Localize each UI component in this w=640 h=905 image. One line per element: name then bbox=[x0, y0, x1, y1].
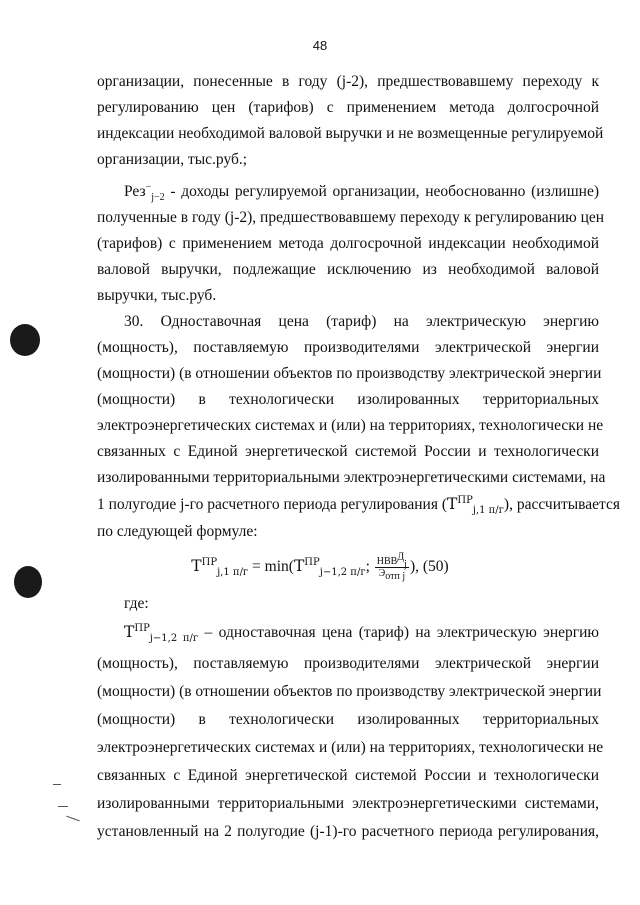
text-line: (мощность), поставляемую производителями электрической энергии bbox=[97, 655, 599, 672]
formula-arg: $T^{ПР}_{j-1,2 п/г}$ bbox=[293, 556, 366, 579]
text-line: выручки, тыс.руб. bbox=[97, 287, 217, 304]
text-line: (тарифов) с применением метода долгосрочной индексации необходимой bbox=[97, 235, 599, 252]
formula-fraction bbox=[375, 551, 409, 582]
text-line: (мощности) (в отношении объектов по производству электрической энергии bbox=[97, 365, 602, 382]
fraction-denominator: $Э_{отп j}$ bbox=[378, 567, 406, 582]
text-line: по следующей формуле: bbox=[97, 523, 258, 540]
text-line: (мощность), поставляемую производителями электрической энергии bbox=[97, 339, 599, 356]
text-line: изолированными территориальными электроэнергетическими системами, на bbox=[97, 469, 606, 486]
symbol-rez: Рез−$_{j-2}$ bbox=[124, 181, 165, 204]
text-line-with-symbol: Рез−$_{j-2}$ - доходы регулируемой организации, необоснованно (излишне) bbox=[124, 181, 599, 204]
text-line: организации, понесенные в году (j-2), предшествовавшему переходу к bbox=[97, 73, 599, 90]
text-line-with-symbol: 1 полугодие j-го расчетного периода регулирования $(T^{ПР}_{j,1 п/г})$, рассчитывается bbox=[97, 494, 621, 517]
text-line: (мощности) в технологически изолированных территориальных bbox=[97, 711, 599, 728]
punch-hole bbox=[14, 566, 42, 598]
scan-artifact bbox=[66, 816, 79, 822]
text-line: где: bbox=[124, 595, 149, 612]
text-line: (мощности) (в отношении объектов по производству электрической энергии bbox=[97, 683, 602, 700]
punch-hole bbox=[10, 324, 40, 356]
page-number: 48 bbox=[312, 38, 328, 53]
text-line: валовой выручки, подлежащие исключению из необходимой валовой bbox=[97, 261, 599, 278]
text-line: индексации необходимой валовой выручки и не возмещенные регулируемой bbox=[97, 125, 604, 142]
text-line: связанных с Единой энергетической системой России и технологически bbox=[97, 443, 599, 460]
scan-artifact bbox=[53, 784, 61, 785]
text-line: организации, тыс.руб.; bbox=[97, 151, 248, 168]
symbol-tariff: $T^{ПР}_{j,1 п/г}$ bbox=[447, 494, 504, 517]
text-line: установленный на 2 полугодие (j-1)-го расчетного периода регулирования, bbox=[97, 823, 599, 840]
fraction-numerator: $НВВ^Д_j$ bbox=[376, 551, 407, 570]
text-line: регулированию цен (тарифов) с применением метода долгосрочной bbox=[97, 99, 599, 116]
text-line: электроэнергетических системах и (или) на территориях, технологически не bbox=[97, 739, 604, 756]
text-line: изолированными территориальными электроэнергетическими системами, bbox=[97, 795, 599, 812]
text-line-with-symbol: $T^{ПР}_{j-1,2 п/г}$ – одноставочная цена (тариф) на электрическую энергию bbox=[124, 622, 599, 645]
formula-lhs: $T^{ПР}_{j,1 п/г}$ bbox=[191, 556, 249, 579]
text-line: (мощности) в технологически изолированных территориальных bbox=[97, 391, 599, 408]
scan-artifact bbox=[58, 806, 68, 807]
symbol-tariff-prev: $T^{ПР}_{j-1,2 п/г}$ bbox=[124, 622, 199, 645]
text-line: 30. Одноставочная цена (тариф) на электрическую энергию bbox=[124, 313, 599, 330]
text-line: полученные в году (j-2), предшествовавшему переходу к регулированию цен bbox=[97, 209, 605, 226]
formula-50: $T^{ПР}_{j,1 п/г} = \min(T^{ПР}_{j-1,2 п/г}$; $\frac{НВВ^Д_j}{Э_{отп j}}$ ), (50) bbox=[191, 551, 449, 582]
text-line: связанных с Единой энергетической системой России и технологически bbox=[97, 767, 599, 784]
text-line: электроэнергетических системах и (или) на территориях, технологически не bbox=[97, 417, 604, 434]
